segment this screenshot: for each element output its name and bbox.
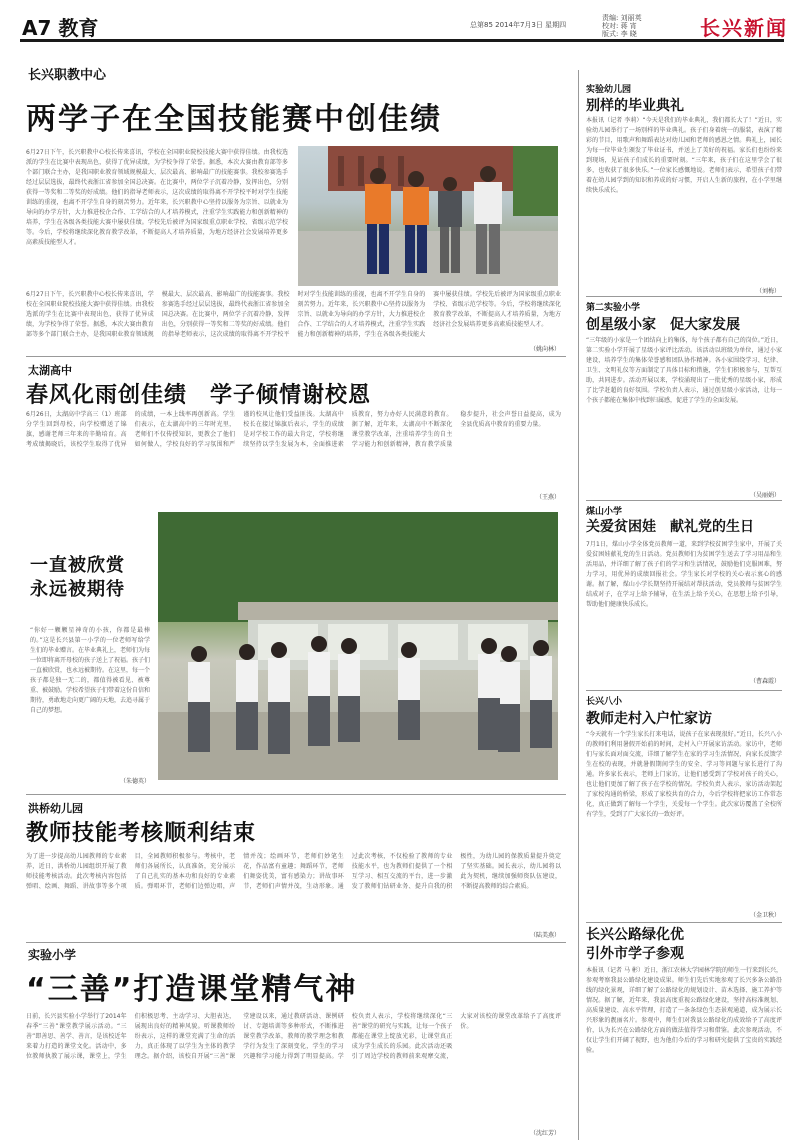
article-kicker: 煤山小学 xyxy=(586,507,623,517)
article-kicker: 太湖高中 xyxy=(28,364,72,377)
article-headline: 别样的毕业典礼 xyxy=(586,98,684,114)
section-divider xyxy=(26,356,566,357)
meta-line: 责编: 刘丽英 xyxy=(602,14,642,22)
article-author: （姚向林） xyxy=(529,346,560,353)
article-body: 本报讯（记者 马 彬）近日，浙江农林大学园林学院的师生一行来到长兴，参观考察我县公路绿化建设成果。师生们先后实地参观了长兴多条公路沿线的绿化景观，详细了解了公路绿化的规划设计、苗木选择、施工养护等情况。据了解，近年来，我县高度重视公路绿化建设，坚持高标准规划、高质量建设、高水平管理，打造了一条条绿色生态景观通道，成为展示长兴形象的靓丽名片。参观中，师生们对我县公路绿化的成效给予了高度评价，认为长兴在公路绿化方面的做法值得学习和借鉴。此次参观活动，不仅让学生们开阔了视野，也为他们今后的学习和研究提供了宝贵的实践经验。 xyxy=(586,967,782,1054)
article-body: 本报讯（记者 李莉）“今天是我们的毕业典礼，我们都长大了！”近日，实验幼儿园举行了一场别样的毕业典礼。孩子们身着统一的服装，表演了精彩的节目，用歌声和舞蹈表达对幼儿园和老师的感恩之情。典礼上，园长为每一位毕业生颁发了毕业证书，并送上了美好的祝福。家长们也纷纷来到现场，见证孩子们成长的重要时刻。“三年来，孩子们在这里学会了很多，也收获了很多快乐。”一位家长感慨地说。老师们表示，希望孩子们带着在幼儿园学到的知识和养成的好习惯，开启人生新的旅程，在小学里继续快乐成长。 xyxy=(586,117,782,194)
section-divider xyxy=(586,690,782,691)
article-body: “三年级的小家是一个团结向上的集体，每个孩子都有自己的岗位。”近日，第二实验小学开展了星级小家评比活动。该活动以班级为单位，通过小家建设，培养学生的集体荣誉感和团队协作精神。各小家围绕学习、纪律、卫生、文明礼仪等方面制定了具体目标和措施，学生们积极参与，互帮互助，共同进步。活动开展以来，学校涌现出了一批优秀的星级小家，形成了比学赶超的良好氛围。学校负责人表示，通过创星级小家活动，让每一个孩子都能在集体中找到归属感，促进了学生的全面发展。 xyxy=(586,337,782,404)
headline-line: 永远被期待 xyxy=(30,579,125,600)
article-body: “你好一颗颗星神奇的小孩，你都是最棒的。”这是长兴县第一小学的一位老师写给学生们的毕业赠言。在毕业典礼上，老师们为每一位即将离开母校的孩子送上了祝福。孩子们一直被欣赏，也永远被期待。在这里，每一个孩子都是独一无二的，都值得被看见、被尊重、被鼓励。学校希望孩子们带着这份自信和期待，勇敢地走向更广阔的天地，去追寻属于自己的梦想。 xyxy=(30,627,150,714)
headline-line: 引外市学子参观 xyxy=(586,946,684,962)
article-body: “今天就有一个学生家长打来电话，说孩子在家表现很好。”近日，长兴八小的教师们利用暑假开始前的时间，走村入户开展家访活动。家访中，老师们与家长面对面交流，详细了解学生在家的学习生活情况，向家长反馈学生在校的表现，并就暑假期间学生的安全、学习等问题与家长进行了沟通。许多家长表示，老师上门家访，让他们感受到了学校对孩子的关心，也让他们更加了解了孩子在学校的情况。学校负责人表示，家访活动架起了家校沟通的桥梁，形成了家校共育的合力，今后学校将把家访工作常态化，真正做到了解每一个学生，关爱每一个学生。此次家访覆盖了全校所有学生，受到了广大家长的一致好评。 xyxy=(586,731,782,818)
section-divider xyxy=(26,794,566,795)
article-headline: “三善”打造课堂精气神 xyxy=(26,972,358,1007)
article-kicker: 长兴八小 xyxy=(586,697,623,707)
article-headline: 教师技能考核顺利结束 xyxy=(26,821,257,846)
article-body: 日前，长兴县实验小学举行了2014年春季“三善”课堂教学展示活动。“三善”即善思、善学、善言，是该校近年来着力打造的课堂文化。活动中，多位教师执教了展示课，课堂上，学生们积极思考、主动学习、大胆表达，展现出良好的精神风貌。听课教师纷纷表示，这样的课堂充满了生命的活力，真正体现了以学生为主体的教学理念。据介绍，该校自开展“三善”课堂建设以来，通过教研活动、课例研讨、专题培训等多种形式，不断推进课堂教学改革，教师的教学理念和教学行为发生了深刻变化，学生的学习兴趣和学习能力得到了明显提高。学校负责人表示，学校将继续深化“三善”课堂的研究与实践，让每一个孩子都能在课堂上绽放光彩，让课堂真正成为学生成长的乐园。此次活动还吸引了周边学校的教师前来观摩交流，大家对该校的课堂改革给予了高度评价。 xyxy=(26,1013,561,1060)
article-author: （王燕） xyxy=(535,494,560,501)
article-author: （朱德英） xyxy=(119,778,150,785)
article-headline xyxy=(586,926,684,964)
article-headline xyxy=(30,554,150,602)
article-body: 为了进一步提高幼儿园教师的专业素养，近日，洪桥幼儿园组织开展了教师技能考核活动。此次考核内容包括弹唱、绘画、舞蹈、讲故事等多个项目，全园教师积极参与。考核中，老师们各展所长，认真准备，充分展示了自己扎实的基本功和良好的专业素质。弹唱环节，老师们边弹边唱，声情并茂；绘画环节，老师们妙笔生花，作品富有童趣；舞蹈环节，老师们舞姿优美，富有感染力；讲故事环节，老师们声情并茂，生动形象。通过此次考核，不仅检验了教师的专业技能水平，也为教师们提供了一个相互学习、相互交流的平台，进一步激发了教师们钻研业务、提升自我的积极性，为幼儿园的保教质量提升奠定了坚实基础。园长表示，幼儿园将以此为契机，继续加强师资队伍建设，不断提高教师的综合素质。 xyxy=(26,853,561,890)
headline-line: 长兴公路绿化优 xyxy=(586,927,684,943)
students-photo-illustration xyxy=(298,146,558,286)
article-body: 6月26日，太湖高中学高三（1）班部分学生回到母校，向学校赠送了锦旗，感谢老师三年来的辛勤培育。高考成绩揭晓后，该校学生取得了优异的成绩，一本上线率再创新高。学生们表示，在太湖高中的三年时光里，老师们不仅传授知识，更教会了他们如何做人，学校良好的学习氛围和严谨的校风让他们受益匪浅。太湖高中校长在接过锦旗后表示，学生的成绩是对学校工作的最大肯定，学校将继续坚持以学生发展为本，全面推进素质教育，努力办好人民满意的教育。据了解，近年来，太湖高中不断深化课堂教学改革，注重培养学生的自主学习能力和创新精神，教育教学质量稳步提升，社会声誉日益提高，成为全县优质高中教育的重要力量。 xyxy=(26,411,561,448)
section-label: A7 教育 xyxy=(22,16,99,40)
article-kicker: 实验小学 xyxy=(28,948,77,962)
article-kicker: 实验幼儿园 xyxy=(586,85,632,95)
corridor-photo-illustration xyxy=(158,512,558,780)
article-headline: 两学子在全国技能赛中创佳绩 xyxy=(26,102,442,137)
article-kicker: 第二实验小学 xyxy=(586,303,641,313)
section-divider xyxy=(586,922,782,923)
article-headline: 创星级小家 促大家发展 xyxy=(586,317,740,333)
section-divider xyxy=(586,296,782,297)
newspaper-logo: 长兴新闻 xyxy=(700,16,788,40)
meta-line: 校对: 蒋 宵 xyxy=(602,22,637,30)
students-reading-photo xyxy=(158,512,558,780)
article-author: （金卫秋） xyxy=(749,912,780,919)
award-photo xyxy=(298,146,558,286)
article-author: （吴丽娟） xyxy=(749,492,780,499)
column-divider xyxy=(578,70,579,1140)
article-body: 7月1日，煤山小学全体党员教师一道，来到学校贫困学生家中，开展了关爱贫困娃献礼党的生日活动。党员教师们为贫困学生送去了学习用品和生活用品，并详细了解了孩子们的学习和生活情况，鼓励他们克服困难，努力学习，用优异的成绩回报社会。学生家长对学校的关心表示衷心的感谢。据了解，煤山小学长期坚持开展结对帮扶活动，党员教师与贫困学生结成对子，在学习上给予辅导，在生活上给予关心，在思想上给予引导，帮助他们健康快乐成长。 xyxy=(586,541,782,608)
section-divider xyxy=(586,500,782,501)
meta-line: 版式: 李 晓 xyxy=(602,30,637,38)
article-author: （刘梅） xyxy=(755,288,780,295)
article-kicker: 长兴职教中心 xyxy=(28,68,107,83)
article-body: 6月27日下午，长兴职教中心校长传来喜讯，学校在全国职业院校技能大赛中获得佳绩。由我校选派的学生在比赛中表现出色，获得了优异成绩，为学校争得了荣誉。据悉，本次大赛由教育部等多个部门联合主办，是我国职业教育领域规模最大、层次最高、影响最广的技能赛事。我校参赛选手经过层层选拔，最终代表浙江省参加全国总决赛。在比赛中，两位学子沉着冷静，发挥出色，分别获得一等奖和二等奖的好成绩。他们的指导老师表示，这次成绩的取得离不开学校平时对学生技能训练的重视，也离不开学生自身的刻苦努力。近年来，长兴职教中心坚持以服务为宗旨、以就业为导向的办学方针，大力推进校企合作、工学结合的人才培养模式，注重学生实践能力和创新精神的培养，学生在各级各类技能大赛中屡获佳绩。学校先后被评为国家级重点职业学校、省级示范学校等。今后，学校将继续深化教育教学改革，不断提高人才培养质量，为地方经济社会发展培养更多高素质技能型人才。 xyxy=(26,149,288,246)
headline-line: 一直被欣赏 xyxy=(30,555,125,576)
article-headline: 春风化雨创佳绩 学子倾情谢校恩 xyxy=(26,383,372,408)
article-author: （陆美燕） xyxy=(529,932,560,939)
article-headline: 关爱贫困娃 献礼党的生日 xyxy=(586,519,754,535)
article-author: （沈红芳） xyxy=(529,1130,560,1137)
article-headline: 教师走村入户忙家访 xyxy=(586,711,712,727)
article-body-continued: 6月27日下午，长兴职教中心校长传来喜讯，学校在全国职业院校技能大赛中获得佳绩。由我校选派的学生在比赛中表现出色，获得了优异成绩，为学校争得了荣誉。据悉，本次大赛由教育部等多个部门联合主办，是我国职业教育领域规模最大、层次最高、影响最广的技能赛事。我校参赛选手经过层层选拔，最终代表浙江省参加全国总决赛。在比赛中，两位学子沉着冷静，发挥出色，分别获得一等奖和二等奖的好成绩。他们的指导老师表示，这次成绩的取得离不开学校平时对学生技能训练的重视，也离不开学生自身的刻苦努力。近年来，长兴职教中心坚持以服务为宗旨、以就业为导向的办学方针，大力推进校企合作、工学结合的人才培养模式，注重学生实践能力和创新精神的培养，学生在各级各类技能大赛中屡获佳绩。学校先后被评为国家级重点职业学校、省级示范学校等。今后，学校将继续深化教育教学改革，不断提高人才培养质量，为地方经济社会发展培养更多高素质技能型人才。 xyxy=(26,291,561,338)
article-author: （曹森霞） xyxy=(749,678,780,685)
issue-info: 总第85 2014年7月3日 星期四 xyxy=(470,21,567,29)
article-kicker: 洪桥幼儿园 xyxy=(28,802,83,815)
editor-info xyxy=(602,14,672,38)
section-divider xyxy=(26,942,566,943)
